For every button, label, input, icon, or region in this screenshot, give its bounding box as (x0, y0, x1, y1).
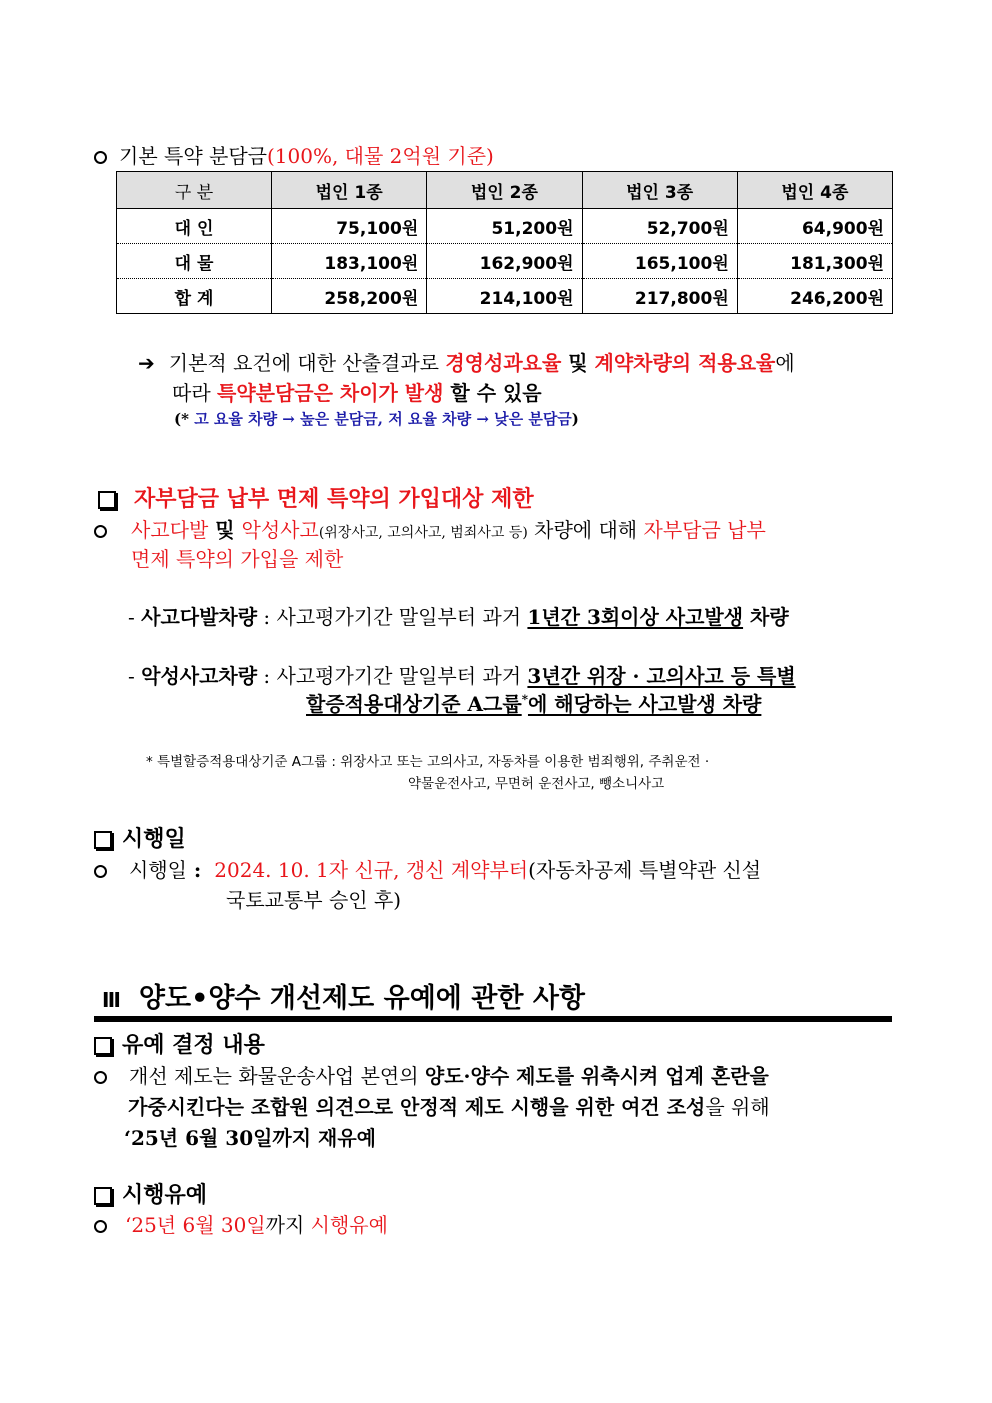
circle-bullet-icon (94, 1071, 107, 1084)
table-cell: 51,200원 (427, 209, 582, 244)
row-label: 합 계 (117, 279, 272, 314)
checkbox-square-icon (94, 1187, 112, 1205)
note-line-1: ➔ 기본적 요건에 대한 산출결과로 경영성과요율 및 계약차량의 적용요율에 (138, 351, 795, 375)
circle-bullet-icon (94, 525, 107, 538)
roman-numeral: Ⅲ (102, 987, 121, 1012)
deferral-line-3: ‘25년 6월 30일까지 재유예 (124, 1126, 376, 1150)
deferral-period: ‘25년 6월 30일까지 시행유예 (94, 1209, 388, 1238)
table-cell: 217,800원 (582, 279, 737, 314)
definition-malicious-accident-line-2: 할증적용대상기준 A그룹*에 해당하는 사고발생 차량 (306, 692, 762, 716)
table-header-cell: 법인 1종 (272, 172, 427, 209)
table-row (117, 209, 893, 244)
section2-para-line-2: 면제 특약의 가입을 제한 (131, 547, 344, 571)
table-header-cell: 법인 4종 (737, 172, 892, 209)
row-label: 대 인 (117, 209, 272, 244)
table-cell: 64,900원 (737, 209, 892, 244)
table-header-cell: 법인 2종 (427, 172, 582, 209)
table-cell: 181,300원 (737, 244, 892, 279)
table-cell: 258,200원 (272, 279, 427, 314)
section5-heading: 시행유예 (94, 1178, 207, 1209)
checkbox-square-icon (98, 491, 116, 509)
heading-rule (94, 1016, 892, 1022)
table-cell: 162,900원 (427, 244, 582, 279)
table-cell: 52,700원 (582, 209, 737, 244)
table-cell: 214,100원 (427, 279, 582, 314)
section4-heading: 유예 결정 내용 (94, 1028, 265, 1059)
circle-bullet-icon (94, 151, 107, 164)
circle-bullet-icon (94, 1220, 107, 1233)
section1-title: 기본 특약 분담금(100%, 대물 2억원 기준) (94, 140, 494, 169)
definition-accident-frequent: - 사고다발차량 : 사고평가기간 말일부터 과거 1년간 3회이상 사고발생 차량 (128, 605, 789, 629)
row-label: 대 물 (117, 244, 272, 279)
definition-malicious-accident: - 악성사고차량 : 사고평가기간 말일부터 과거 3년간 위장 · 고의사고 등 특별 (128, 664, 796, 688)
table-header-cell: 구 분 (117, 172, 272, 209)
deferral-line-2: 가중시킨다는 조합원 의견으로 안정적 제도 시행을 위한 여건 조성을 위해 (128, 1095, 770, 1119)
note-line-3: (* 고 요율 차량 → 높은 분담금, 저 요율 차량 → 낮은 분담금) (174, 410, 579, 428)
footnote-line-1: * 특별할증적용대상기준 A그룹 : 위장사고 또는 고의사고, 자동차를 이용한 범죄행위, 주취운전 · (146, 754, 710, 770)
section2-para-line-1: 사고다발 및 악성사고(위장사고, 고의사고, 범죄사고 등) 차량에 대해 자부담금 납부 (94, 514, 766, 543)
table-row (117, 244, 893, 279)
arrow-right-icon: ➔ (138, 351, 155, 375)
deferral-line-1: 개선 제도는 화물운송사업 본연의 양도·양수 제도를 위축시켜 업계 혼란을 (94, 1060, 769, 1089)
section2-heading: 자부담금 납부 면제 특약의 가입대상 제한 (98, 482, 534, 513)
checkbox-square-icon (94, 1037, 112, 1055)
checkbox-square-icon (94, 831, 112, 849)
table-header-cell: 법인 3종 (582, 172, 737, 209)
effective-date-line-1: 시행일 : 2024. 10. 1자 신규, 갱신 계약부터(자동차공제 특별약관 신설 (94, 854, 761, 883)
fee-table (116, 171, 893, 314)
table-cell: 183,100원 (272, 244, 427, 279)
table-header-row (117, 172, 893, 209)
note-line-2: 따라 특약분담금은 차이가 발생 할 수 있음 (172, 381, 542, 405)
table-cell: 246,200원 (737, 279, 892, 314)
table-cell: 75,100원 (272, 209, 427, 244)
part3-heading: Ⅲ 양도•양수 개선제도 유예에 관한 사항 (102, 983, 585, 1014)
circle-bullet-icon (94, 865, 107, 878)
effective-date-line-2: 국토교통부 승인 후) (226, 888, 402, 912)
footnote-line-2: 약물운전사고, 무면허 운전사고, 뺑소니사고 (408, 776, 665, 792)
table-row (117, 279, 893, 314)
section3-heading: 시행일 (94, 822, 186, 853)
table-cell: 165,100원 (582, 244, 737, 279)
